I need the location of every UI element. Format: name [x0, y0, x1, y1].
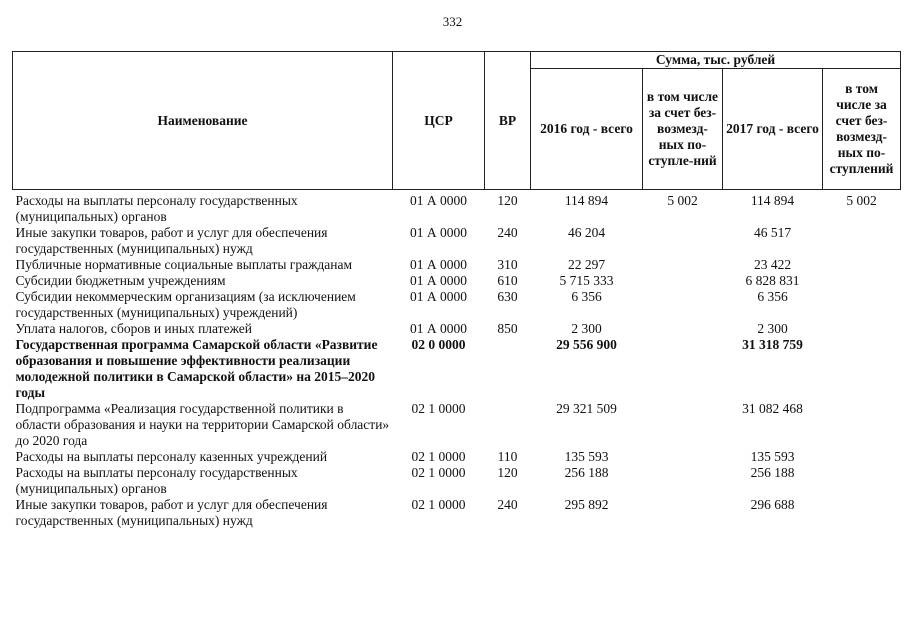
row-name: Публичные нормативные социальные выплаты гражданам	[15, 257, 353, 272]
row-2017-total: 46 517	[753, 225, 792, 240]
row-2017-gratuitous	[823, 337, 901, 401]
row-name: Расходы на выплаты персоналу казенных учреждений	[15, 449, 328, 464]
table-row	[13, 190, 901, 226]
row-name: Расходы на выплаты персоналу государственных (муниципальных) органов	[15, 465, 298, 496]
row-2017-total: 135 593	[750, 449, 795, 464]
row-2016-total: 22 297	[567, 257, 606, 272]
row-vr: 310	[497, 257, 518, 272]
table-row-program	[13, 337, 901, 401]
row-2017-gratuitous: 5 002	[846, 193, 877, 208]
row-csr: 02 1 0000	[411, 497, 466, 512]
row-vr: 240	[497, 225, 518, 240]
table-row	[13, 449, 901, 465]
row-2017-gratuitous	[823, 465, 901, 497]
row-vr	[485, 337, 531, 401]
row-name: Субсидии бюджетным учреждениям	[15, 273, 226, 288]
row-csr: 01 А 0000	[410, 321, 467, 336]
table-row	[13, 497, 901, 529]
row-2017-gratuitous	[823, 497, 901, 529]
row-2017-total: 31 318 759	[742, 337, 803, 352]
table-row	[13, 321, 901, 337]
header-csr: ЦСР	[393, 52, 485, 190]
header-name: Наименование	[13, 52, 393, 190]
row-2016-gratuitous	[643, 257, 723, 273]
row-2017-total: 296 688	[750, 497, 795, 512]
row-2017-gratuitous	[823, 225, 901, 257]
row-vr: 110	[497, 449, 518, 464]
row-2016-gratuitous: 5 002	[667, 193, 698, 208]
row-name: Субсидии некоммерческим организациям (за исключением государственных (муниципальных) учреждений)	[15, 289, 356, 320]
table-row	[13, 273, 901, 289]
row-2017-total: 6 356	[757, 289, 788, 304]
header-2017-gratuitous: в том числе за счет без-возмезд-ных по-ступлений	[823, 69, 901, 190]
row-2017-gratuitous	[823, 257, 901, 273]
row-2016-total: 29 321 509	[556, 401, 617, 416]
row-2016-total: 256 188	[564, 465, 609, 480]
row-2017-gratuitous	[823, 321, 901, 337]
row-2017-gratuitous	[823, 289, 901, 321]
row-2017-gratuitous	[823, 449, 901, 465]
row-2016-total: 5 715 333	[559, 273, 614, 288]
row-name: Расходы на выплаты персоналу государственных (муниципальных) органов	[15, 193, 298, 224]
row-vr: 120	[497, 465, 518, 480]
row-2017-total: 23 422	[753, 257, 792, 272]
row-2016-gratuitous	[643, 289, 723, 321]
row-csr: 02 1 0000	[411, 465, 466, 480]
row-vr: 850	[497, 321, 518, 336]
page-number: 332	[442, 14, 463, 29]
row-csr: 02 0 0000	[411, 337, 466, 352]
header-sum: Сумма, тыс. рублей	[531, 52, 901, 69]
row-2016-gratuitous	[643, 401, 723, 449]
row-csr: 02 1 0000	[411, 401, 466, 416]
row-csr: 01 А 0000	[410, 193, 467, 208]
row-csr: 01 А 0000	[410, 225, 467, 240]
row-2016-total: 29 556 900	[556, 337, 617, 352]
row-2017-total: 256 188	[750, 465, 795, 480]
row-name: Уплата налогов, сборов и иных платежей	[15, 321, 252, 336]
header-2017-total: 2017 год - всего	[723, 69, 823, 190]
row-vr: 240	[497, 497, 518, 512]
row-2016-total: 46 204	[567, 225, 606, 240]
row-name: Иные закупки товаров, работ и услуг для обеспечения государственных (муниципальных) нужд	[15, 225, 328, 256]
row-2016-gratuitous	[643, 497, 723, 529]
row-csr: 02 1 0000	[411, 449, 466, 464]
row-2016-gratuitous	[643, 321, 723, 337]
row-2017-total: 6 828 831	[745, 273, 800, 288]
table-row	[13, 401, 901, 449]
row-vr	[485, 401, 531, 449]
row-name: Подпрограмма «Реализация государственной политики в области образования и науки на территории Самарской области» до 2020 года	[15, 401, 390, 448]
row-2016-total: 2 300	[571, 321, 602, 336]
header-2016-gratuitous: в том числе за счет без-возмезд-ных по-ступле-ний	[643, 69, 723, 190]
row-vr: 120	[497, 193, 518, 208]
row-csr: 01 А 0000	[410, 257, 467, 272]
row-2017-gratuitous	[823, 401, 901, 449]
header-2016-total: 2016 год - всего	[531, 69, 643, 190]
row-2017-total: 31 082 468	[742, 401, 803, 416]
table-row	[13, 289, 901, 321]
budget-table	[12, 51, 901, 529]
row-vr: 610	[497, 273, 518, 288]
row-2016-total: 6 356	[571, 289, 602, 304]
row-2016-total: 135 593	[564, 449, 609, 464]
row-vr: 630	[497, 289, 518, 304]
row-2017-gratuitous	[823, 273, 901, 289]
row-name: Иные закупки товаров, работ и услуг для обеспечения государственных (муниципальных) нужд	[15, 497, 328, 528]
row-2016-total: 114 894	[564, 193, 609, 208]
row-2016-gratuitous	[643, 225, 723, 257]
header-vr: ВР	[485, 52, 531, 190]
table-row	[13, 225, 901, 257]
row-2016-gratuitous	[643, 449, 723, 465]
row-2016-total: 295 892	[564, 497, 609, 512]
row-name: Государственная программа Самарской области «Развитие образования и повышение эффективности реализации молодежной политики в Самарской области» на 2015–2020 годы	[15, 337, 378, 400]
row-csr: 01 А 0000	[410, 273, 467, 288]
row-csr: 01 А 0000	[410, 289, 467, 304]
row-2017-total: 114 894	[750, 193, 795, 208]
row-2016-gratuitous	[643, 273, 723, 289]
table-row	[13, 257, 901, 273]
row-2016-gratuitous	[643, 465, 723, 497]
row-2016-gratuitous	[643, 337, 723, 401]
table-row	[13, 465, 901, 497]
row-2017-total: 2 300	[757, 321, 788, 336]
